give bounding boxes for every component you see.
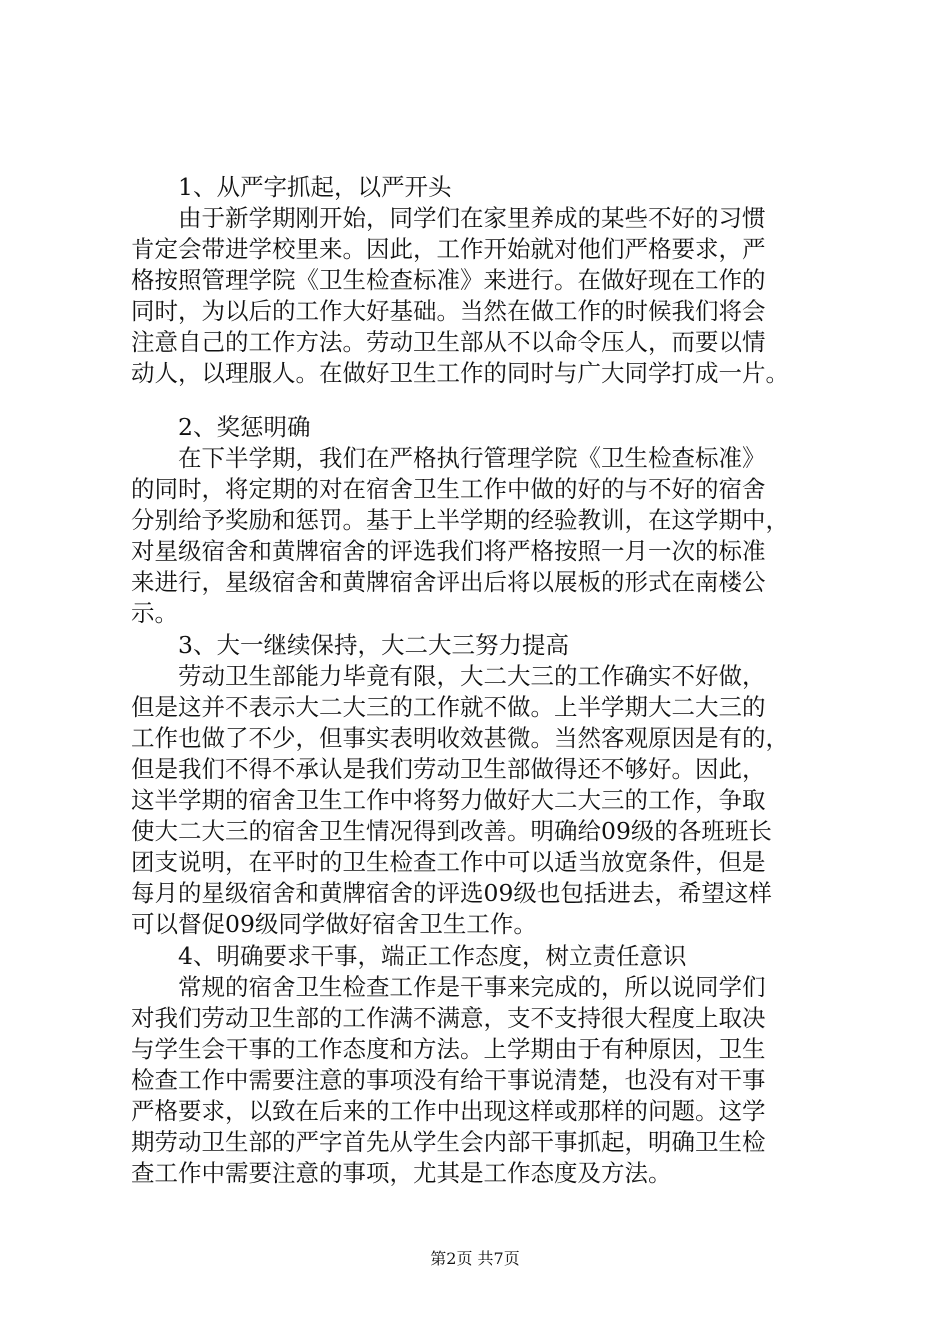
paragraph-line: 对星级宿舍和黄牌宿舍的评选我们将严格按照一月一次的标准	[131, 537, 766, 565]
paragraph-line: 在下半学期，我们在严格执行管理学院《卫生检查标准》	[178, 444, 766, 472]
section-4	[131, 941, 843, 1189]
section-heading: 2、奖惩明确	[178, 413, 311, 441]
paragraph-line: 常规的宿舍卫生检查工作是干事来完成的，所以说同学们	[178, 973, 766, 1001]
paragraph-line: 使大二大三的宿舍卫生情况得到改善。明确给09级的各班班长	[131, 817, 772, 845]
paragraph-line: 示。	[131, 599, 178, 627]
paragraph-line: 但是我们不得不承认是我们劳动卫生部做得还不够好。因此，	[131, 755, 766, 783]
paragraph-line: 同时，为以后的工作大好基础。当然在做工作的时候我们将会	[131, 297, 766, 325]
section-heading: 3、大一继续保持，大二大三努力提高	[178, 631, 569, 659]
paragraph-line: 团支说明，在平时的卫生检查工作中可以适当放宽条件，但是	[131, 848, 766, 876]
paragraph-line: 劳动卫生部能力毕竟有限，大二大三的工作确实不好做，	[178, 662, 766, 690]
section-2	[131, 412, 843, 629]
paragraph-line: 期劳动卫生部的严字首先从学生会内部干事抓起，明确卫生检	[131, 1128, 766, 1156]
paragraph-line: 格按照管理学院《卫生检查标准》来进行。在做好现在工作的	[131, 266, 766, 294]
paragraph-line: 由于新学期刚开始，同学们在家里养成的某些不好的习惯	[178, 204, 766, 232]
paragraph-line: 对我们劳动卫生部的工作满不满意，支不支持很大程度上取决	[131, 1004, 766, 1032]
section-heading: 1、从严字抓起，以严开头	[178, 173, 452, 201]
section-1	[131, 172, 843, 389]
paragraph-line: 与学生会干事的工作态度和方法。上学期由于有种原因，卫生	[131, 1035, 766, 1063]
page-number-footer: 第2页 共7页	[430, 1249, 520, 1268]
paragraph-line: 查工作中需要注意的事项，尤其是工作态度及方法。	[131, 1159, 672, 1187]
section-heading: 4、明确要求干事，端正工作态度，树立责任意识	[178, 942, 687, 970]
paragraph-line: 的同时，将定期的对在宿舍卫生工作中做的好的与不好的宿舍	[131, 475, 766, 503]
section-spacer	[131, 389, 843, 412]
paragraph-line: 每月的星级宿舍和黄牌宿舍的评选09级也包括进去，希望这样	[131, 879, 772, 907]
paragraph-line: 动人，以理服人。在做好卫生工作的同时与广大同学打成一片。	[131, 359, 789, 387]
paragraph-line: 检查工作中需要注意的事项没有给干事说清楚，也没有对干事	[131, 1066, 766, 1094]
paragraph-line: 这半学期的宿舍卫生工作中将努力做好大二大三的工作，争取	[131, 786, 766, 814]
paragraph-line: 来进行，星级宿舍和黄牌宿舍评出后将以展板的形式在南楼公	[131, 568, 766, 596]
paragraph-line: 肯定会带进学校里来。因此，工作开始就对他们严格要求，严	[131, 235, 766, 263]
paragraph-line: 但是这并不表示大二大三的工作就不做。上半学期大二大三的	[131, 693, 766, 721]
paragraph-line: 分别给予奖励和惩罚。基于上半学期的经验教训，在这学期中，	[131, 506, 789, 534]
paragraph-line: 可以督促09级同学做好宿舍卫生工作。	[131, 910, 537, 938]
document-body	[131, 172, 843, 1189]
paragraph-line: 严格要求，以致在后来的工作中出现这样或那样的问题。这学	[131, 1097, 766, 1125]
paragraph-line: 注意自己的工作方法。劳动卫生部从不以命令压人，而要以情	[131, 328, 766, 356]
section-3	[131, 630, 843, 940]
paragraph-line: 工作也做了不少，但事实表明收效甚微。当然客观原因是有的，	[131, 724, 789, 752]
